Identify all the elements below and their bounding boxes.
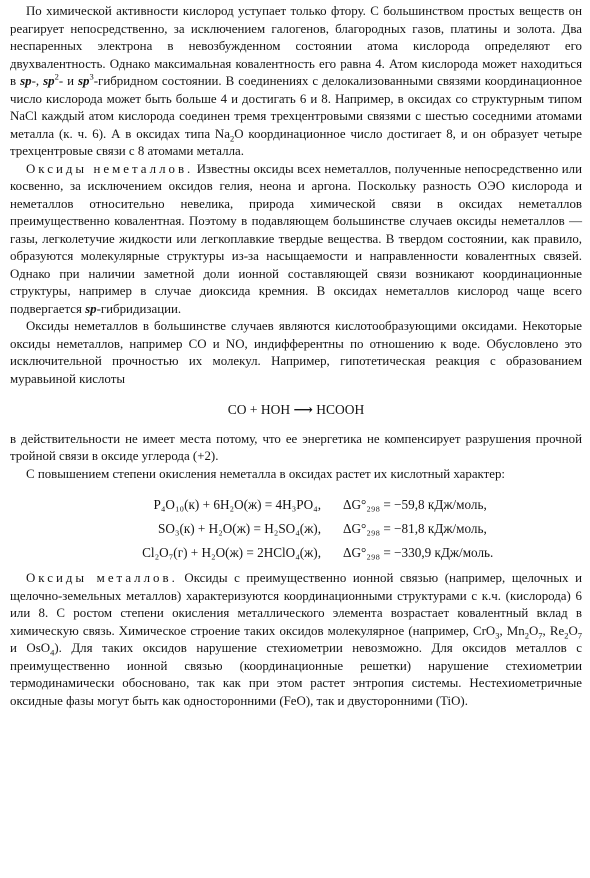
text: в действительности не имеет места потому, что ее энергетика не компенсирует разрушения прочной тройной связи в оксиде углерода (+2). (10, 431, 582, 463)
arrow-icon: ⟶ (293, 402, 313, 417)
gibbs-value: = −330,9 кДж/моль. (383, 545, 494, 560)
subscript: 2 (229, 133, 235, 144)
text: , Mn (499, 623, 525, 638)
text: - и (58, 74, 79, 88)
subscript: 2 (564, 630, 569, 641)
equation-energy (343, 541, 533, 565)
equation-list (10, 493, 582, 565)
text: Оксиды с преимущественно ионной связью (например, щелочных и щелочно-земельных металлов) характеризуются координационными структурами с к.ч. (кислорода) 6 или 8. С ростом степени окисления металлического элемента возрастает ковалентный вклад в химическую связь. Химическое строение таких оксидов молекулярное (например, CrO (10, 571, 582, 638)
sp2-term: sp (43, 74, 55, 88)
text: и OsO (10, 641, 51, 655)
text: -гибридном состоянии. В соединениях с делокализованными связями координационное число кислорода может быть больше 4 и достигать 6 и 8. Например, в оксидах со структурным типом NaCl каждый атом кислорода соединен тремя трехцентровыми связями с шестью соседними атомами металла (к. ч. 6). А в оксидах типа Na (10, 74, 582, 141)
subscript: 2 (524, 630, 529, 641)
section-heading: Оксиды неметаллов. (26, 161, 194, 176)
text: Оксиды неметаллов в большинстве случаев являются кислотообразующими оксидами. Некоторые оксиды неметаллов, например CO и NO, индифферентны по отношению к воде. Обусловлено это исключительной прочностью их молекул. Например, гипотетическая реакция с образованием муравьиной кислоты (10, 319, 582, 386)
equation-energy (343, 517, 533, 541)
paragraph-acid-forming (10, 318, 582, 388)
text: Известны оксиды всех неметаллов, полученные непосредственно или косвенно, за исключением оксидов гелия, неона и аргона. Поскольку разность ОЭО кислорода и неметаллов относительно невелика, природа химической связи в оксидах неметаллов преимущественно ковалентная. Поэтому в подавляющем большинстве случаев оксиды неметаллов — газы, легколетучие жидкости или легкоплавкие твердые вещества. В твердом состоянии, как правило, образуются молекулярные структуры из-за насыщаемости и направленности ковалентных связей. Однако при наличии заметной доли ионной составляющей связи возникают координационные структуры, например в случае диоксида кремния. В оксидах неметаллов кислород чаще всего подвергается (10, 161, 583, 316)
equation-row (10, 541, 582, 565)
gibbs-value: = −81,8 кДж/моль, (383, 521, 487, 536)
gibbs-symbol: ΔG°₂₉₈ (343, 521, 381, 536)
gibbs-symbol: ΔG°₂₉₈ (343, 497, 381, 512)
superscript: 2 (54, 71, 59, 82)
subscript: 7 (577, 630, 582, 641)
text: -, (31, 74, 44, 88)
paragraph-acidity (10, 466, 582, 484)
text: O координационное число достигает 8, и он образует четыре трехцентровые связи с 8 атомами металла. (10, 126, 582, 158)
equation-energy (343, 493, 533, 517)
paragraph-explanation (10, 431, 582, 466)
subscript: 4 (50, 647, 55, 658)
subscript: 3 (495, 630, 500, 641)
superscript: 3 (89, 71, 94, 82)
text: O (568, 623, 578, 638)
equation-row (10, 493, 582, 517)
paragraph-oxygen-activity (10, 3, 582, 161)
text: , Re (542, 623, 565, 638)
reaction-equation (10, 401, 582, 419)
equation-lhs: SO₃(к) + H₂O(ж) = H₂SO₄(ж), (157, 521, 321, 536)
text: -гибридизации. (96, 301, 182, 316)
gibbs-value: = −59,8 кДж/моль, (383, 497, 487, 512)
text: O (528, 623, 539, 638)
sp-term: sp (85, 301, 97, 316)
reaction-lhs: CO + HOH (227, 402, 294, 417)
section-heading: Оксиды металлов. (26, 571, 178, 585)
sp3-term: sp (78, 74, 90, 88)
equation-lhs: Cl₂O₇(г) + H₂O(ж) = 2HClO₄(ж), (142, 545, 321, 560)
equation-row (10, 517, 582, 541)
paragraph-metal-oxides (10, 570, 582, 710)
text: С повышением степени окисления неметалла в оксидах растет их кислотный характер: (26, 466, 506, 481)
reaction-rhs: HCOOH (312, 402, 365, 417)
subscript: 7 (538, 630, 543, 641)
text: ). Для таких оксидов нарушение стехиометрии невозможно. Для оксидов металлов с преимущественно ионной связью (координационные решетки) нарушение стехиометрии термодинамически обосновано, так как при этом растет энтропия системы. Нестехиометричные оксидные фазы могут быть как односторонними (FeO), так и двусторонними (TiO). (10, 641, 582, 708)
paragraph-nonmetal-oxides (10, 161, 582, 319)
text: По химической активности кислород уступает только фтору. С большинством простых веществ он реагирует непосредственно, за исключением галогенов, благородных газов, платины и золота. Два неспаренных электрона в невозбужденном состоянии атома кислорода определяют его двухвалентность. Однако максимальная ковалентность его равна 4. Атом кислорода может находиться в (10, 4, 582, 88)
equation-lhs: P₄O₁₀(к) + 6H₂O(ж) = 4H₃PO₄, (153, 497, 321, 512)
gibbs-symbol: ΔG°₂₉₈ (343, 545, 381, 560)
sp-term: sp (20, 74, 32, 88)
